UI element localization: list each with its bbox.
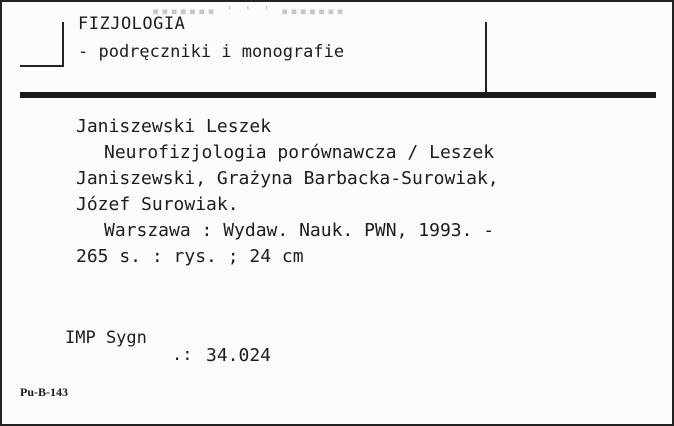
- faded-print-marks: ▪▪▪▪▪▪▪ ' ' ' ▪▪▪▪▪▪▪: [152, 4, 346, 18]
- library-stamp: Pu-B-143: [20, 385, 68, 399]
- title-line-2: Janiszewski, Grażyna Barbacka-Surowiak,: [76, 168, 499, 189]
- imprint-line-2: 265 s. : rys. ; 24 cm: [76, 246, 304, 267]
- header-left-vertical-line: [62, 22, 64, 66]
- header-rule: [20, 92, 656, 98]
- author-line: Janiszewski Leszek: [76, 116, 272, 137]
- signature-separator: .:: [172, 345, 193, 365]
- imprint-line-1: Warszawa : Wydaw. Nauk. PWN, 1993. -: [104, 220, 495, 241]
- header-right-vertical-line: [485, 22, 487, 94]
- header-left-horizontal-line: [20, 65, 64, 67]
- subject-subheading: - podręczniki i monografie: [78, 42, 345, 62]
- signature-value: 34.024: [206, 345, 272, 366]
- title-line-1: Neurofizjologia porównawcza / Leszek: [104, 142, 495, 163]
- subject-heading: FIZJOLOGIA: [78, 14, 186, 34]
- title-line-3: Józef Surowiak.: [76, 194, 239, 215]
- signature-label: IMP Sygn: [65, 328, 147, 348]
